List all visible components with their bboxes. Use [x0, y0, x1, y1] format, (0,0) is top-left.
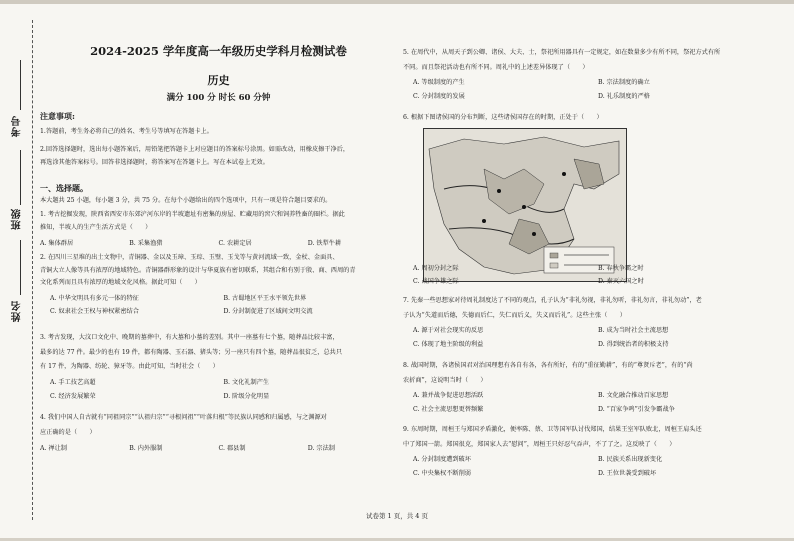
exam-no-label: 考号: [12, 115, 23, 137]
question-line: 最多的达 77 件。最少的也有 19 件，都有陶器、玉石器、猪头等；另一座只有四个墓，随葬品很贫乏，总共只: [40, 348, 343, 356]
question-line: 4. 我们中国人自古就有“同祖同宗”“认祖归宗”“寻根问祖”“叶落归根”等民族认同感和归属感，与之渊源对: [40, 414, 327, 421]
section-heading: 一、选择题。: [40, 183, 88, 193]
question-9: [403, 425, 783, 479]
option-b[interactable]: B. 采集渔猎: [129, 240, 163, 248]
options: [403, 92, 783, 103]
question-line: 2. 在四川三星堆的出土文物中，青铜器、金以及玉璋、玉琮、玉璧、玉戈等与黄河流域一致，金杖、金面具、: [40, 254, 339, 261]
options: [403, 455, 783, 466]
option-c[interactable]: C. 战国争雄之际: [413, 277, 459, 285]
question-line: 1. 考古挖掘发现，陕西省西安市东郊浐河东岸的半坡遗址有密集的房屋、贮藏用的窖穴和饲养牲畜的圈栏。据此: [40, 211, 345, 218]
question-line: 应正确的是（ ）: [40, 428, 96, 436]
options: [40, 392, 397, 403]
question-line: 7. 先秦一些思想家对待周礼制度达了不同的观点，孔子认为“非礼勿视，非礼勿听，非礼勿言，非礼勿动”，老: [403, 297, 702, 304]
subject-title: 历史: [207, 74, 230, 87]
option-c[interactable]: C. 社会主流思想更替频繁: [413, 405, 484, 413]
options: [40, 294, 397, 305]
options: [403, 340, 783, 351]
states-map: [423, 128, 627, 282]
class-blank: [20, 150, 22, 205]
question-line: 文化系列而且具有浓厚的地域文化风格。据此可知（ ）: [40, 279, 201, 287]
name-blank: [20, 240, 22, 295]
section-intro: 本大题共 25 小题，每小题 3 分，共 75 分。在每个小题给出的四个选项中，只有一项是符合题目要求的。: [40, 197, 332, 204]
options: [40, 307, 397, 318]
options: [403, 405, 783, 416]
question-6-options: [403, 264, 783, 287]
question-2: [40, 253, 397, 318]
option-d[interactable]: D. 铁犁牛耕: [307, 240, 342, 248]
notes-heading: 注意事项:: [40, 111, 75, 121]
question-line: 推知，半坡人的生产生活方式是（ ）: [40, 223, 152, 231]
note-line: 再选涂其他答案标号。回答非选择题时，将答案写在答题卡上。写在本试卷上无效。: [40, 159, 269, 167]
option-c[interactable]: C. 经济发展繁荣: [50, 393, 96, 401]
option-a[interactable]: A. 手工技艺高超: [50, 378, 96, 386]
question-4: [40, 413, 397, 455]
option-b[interactable]: B. 春秋争霸之时: [598, 265, 644, 272]
options: [403, 277, 783, 288]
option-d[interactable]: D. 王位世袭受到破坏: [598, 469, 657, 477]
question-5: [403, 48, 783, 102]
option-c[interactable]: C. 中央集权不断削弱: [413, 469, 471, 477]
option-a[interactable]: A. 分封制度遭到破坏: [413, 456, 471, 464]
binding-margin: [0, 0, 40, 541]
option-d[interactable]: D. 秦灭六国之时: [598, 277, 644, 285]
option-c[interactable]: C. 农耕定居: [218, 240, 252, 248]
question-line: 9. 东周时期，周桓王与郑国矛盾激化，便率陈、蔡、卫等国军队讨伐郑国，结果王室军队败北，周桓王肩头还: [403, 426, 702, 433]
notes-list: [40, 127, 397, 169]
options: [403, 326, 783, 337]
option-a[interactable]: A. 周初分封之际: [413, 265, 459, 272]
class-label: 班级: [12, 208, 23, 230]
score-time: 满分 100 分 时长 60 分钟: [166, 93, 271, 103]
exam-no-blank: [20, 60, 22, 110]
option-d[interactable]: D. 阶级分化明显: [223, 393, 270, 401]
option-a[interactable]: A. 禅让制: [40, 445, 67, 453]
option-a[interactable]: A. 中华文明具有多元一体的特征: [50, 294, 139, 302]
option-b[interactable]: B. 宗法制度的确立: [598, 79, 650, 87]
question-1: [40, 210, 397, 250]
question-line: 有 17 件，为陶器、纺轮、獐牙等。由此可知，当时社会（ ）: [40, 363, 219, 371]
map-illustration: [424, 129, 626, 281]
question-line: 子认为“失道而后德，失德而后仁，失仁而后义，失义而后礼”。这些主张（ ）: [403, 311, 626, 319]
option-a[interactable]: A. 集体群居: [40, 240, 74, 248]
note-line: 2.回答选择题时，选出每小题答案后，用铅笔把答题卡上对应题目的答案标号涂黑。如需改动，用橡皮擦干净后，: [40, 145, 350, 153]
page-footer: 试卷第 1 页，共 4 页: [365, 512, 429, 520]
option-b[interactable]: B. 文化礼制产生: [223, 378, 270, 386]
question-line: 农折商”，这说明当时（ ）: [403, 376, 487, 384]
option-d[interactable]: D. 得到统治者的积极支持: [598, 340, 669, 348]
question-7: [403, 296, 783, 350]
question-line: 6. 根据下图诸侯国的分布判断，这些诸侯国存在的时期，正处于（ ）: [403, 114, 603, 121]
option-b[interactable]: B. 内外服制: [129, 445, 163, 453]
question-line: 5. 在周代中，从周天子到公卿、诸侯、大夫、士，祭祀所用器具有一定规定，如在数量多少有所不同，祭祀方式有所: [403, 49, 721, 56]
option-b[interactable]: B. 民族关系出现新变化: [598, 456, 663, 464]
option-c[interactable]: C. 奴隶社会王权与神权紧密结合: [50, 308, 139, 316]
option-a[interactable]: A. 兼并战争促进思想活跃: [413, 392, 484, 400]
option-d[interactable]: D. 礼乐制度的严格: [598, 92, 650, 100]
options: [40, 444, 397, 455]
question-line: 3. 考古发现，大汶口文化中、晚期的墓葬中，有大墓和小墓的差别。其中一座墓有七个墓，随葬品比较丰富，: [40, 334, 339, 341]
name-label: 姓名: [12, 300, 23, 322]
cut-line: [32, 20, 33, 520]
question-line: 8. 战国时期，各诸侯国君对治国理想有各自有各，各有所好，有的“重征勤耕”，有的“尊贤斥老”，有的“尚: [403, 362, 693, 369]
question-line: 不同。而且祭祀活动也有所不同。周礼中的上述差异体现了（ ）: [403, 63, 589, 71]
note-line: 1.答题前，考生务必将自己的姓名、考生号等填写在答题卡上。: [40, 128, 213, 135]
exam-title: 2024-2025 学年度高一年级历史学科月检测试卷: [90, 44, 347, 58]
option-d[interactable]: D. 分封制促进了区域间文明交流: [223, 308, 313, 316]
options: [40, 239, 397, 250]
option-b[interactable]: B. 古蜀地区平王水平领先世界: [223, 294, 307, 302]
question-3: [40, 333, 397, 403]
option-d[interactable]: D. “百家争鸣”引发争霸战争: [598, 405, 675, 413]
options: [403, 264, 783, 275]
option-b[interactable]: B. 文化融合推动百家思想: [598, 392, 669, 400]
option-a[interactable]: A. 源于对社会现实的反思: [413, 327, 484, 335]
option-d[interactable]: D. 宗法制: [307, 445, 335, 453]
scan-edge-top: [0, 0, 794, 4]
options: [403, 469, 783, 480]
option-c[interactable]: C. 郡县制: [218, 445, 246, 453]
option-c[interactable]: C. 分封制度的发展: [413, 92, 465, 100]
options: [403, 78, 783, 89]
question-line: 中了郑国一箭。郑国很克，郑国家人去“慰问”，周桓王只好忍气吞声，不了了之。这反映了（ ）: [403, 440, 676, 448]
option-a[interactable]: A. 等级制度的产生: [413, 79, 465, 87]
option-c[interactable]: C. 体现了地主阶级的利益: [413, 340, 484, 348]
question-line: 青铜大立人像等具有浓厚的地域特色。青铜器群形象的设计与华夏族有密切联系，其组合和有别于殷、商、西周的青: [40, 266, 356, 274]
question-8: [403, 361, 783, 415]
options: [403, 391, 783, 402]
option-b[interactable]: B. 成为当时社会主流思想: [598, 327, 669, 335]
options: [40, 378, 397, 389]
question-6: [403, 113, 783, 124]
